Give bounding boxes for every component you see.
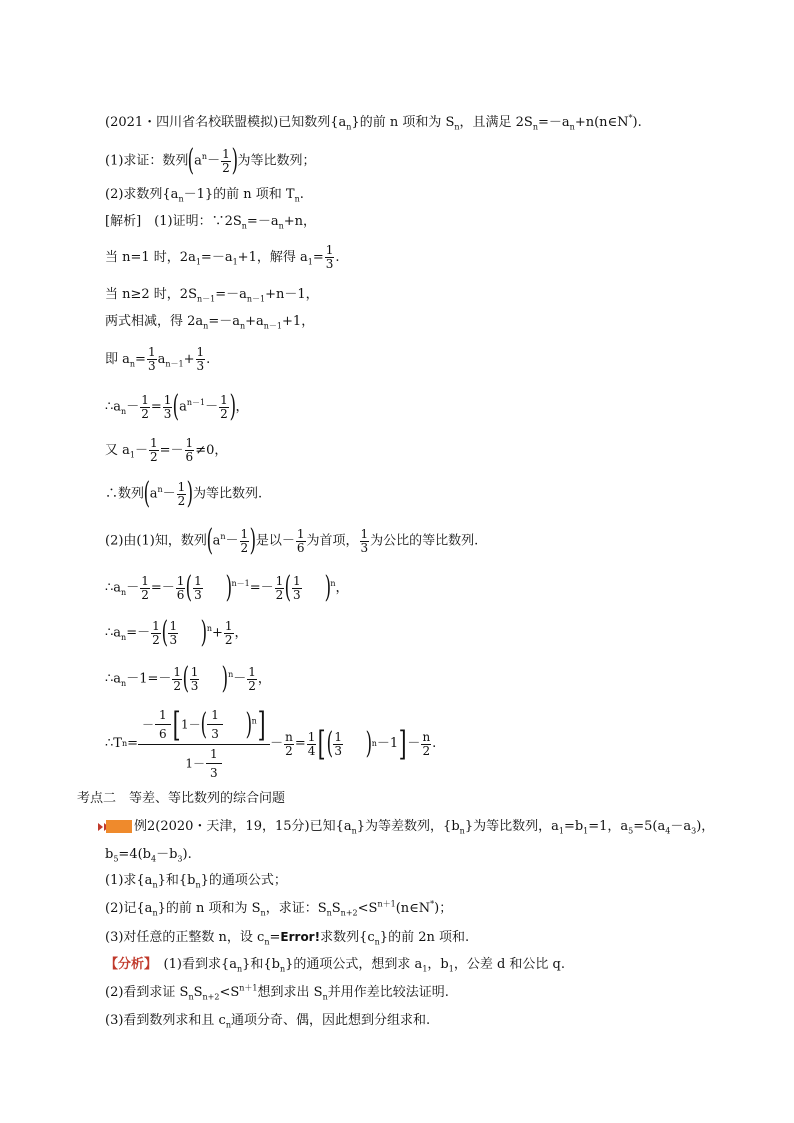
example-2-stem-line-2: $b_5=4(b_4-b_3)$. xyxy=(105,847,192,864)
example-badge xyxy=(106,820,132,833)
solution-line-8: ∴数列($a^n-$ $\frac{1}{2}$ )为等比数列. xyxy=(105,476,263,511)
solution-line-3: 当 n≥2 时，$2S_{n-1}=-a_{n-1}+n-1$， xyxy=(105,287,319,304)
example-2-question-1: (1)求$\{a_n\}$和$\{b_n\}$的通项公式； xyxy=(105,873,287,890)
solution-line-1: [解析] (1)证明：$\because 2S_n=-a_n+n$， xyxy=(105,214,316,231)
analysis-line-2: (2)看到求证 $S_nS_{n+2}<S^{n+1}$想到求出 $S_n$并用作差比较法证明. xyxy=(105,983,449,1002)
example-2-stem: 例2(2020・天津，19，15分)已知$\{a_n\}$为等差数列，$\{b_n\}$为等比数列，$a_1=b_1=1$，$a_5=5(a_4-a_3)$， xyxy=(98,818,714,836)
analysis-line-3: (3)看到数列求和且 $c_n$通项分奇、偶，因此想到分组求和. xyxy=(105,1013,431,1030)
tn-big-fraction: － $\frac{1}{6}$ [1－( $\frac{1}{3}$ )$^n$] 1－ $\frac{1}{3}$ xyxy=(138,708,270,780)
problem-question-1: (1)求证：数列($a^n-$ $\frac{1}{2}$ )为等比数列； xyxy=(105,143,316,178)
solution-part-2-line-5: ∴Tn= － $\frac{1}{6}$ [1－( $\frac{1}{3}$ )$^n$] 1－ $\frac{1}{3}$ － $\frac{n}{2}$ = $\frac{1}{4}$ [( $\frac{1}{3}$ )n－1]－ $\frac{n}{2}$ . xyxy=(105,705,437,780)
solution-part-2-line-4: $\therefore a_n-1=-$ $\frac{1}{2}$ ( $\frac{1}{3}$ )$^n$－ $\frac{1}{2}$ ， xyxy=(105,661,271,696)
section-heading: 考点二 等差、等比数列的综合问题 xyxy=(77,791,286,806)
problem-question-2: (2)求数列$\{a_n-1\}$的前 n 项和 $T_n$. xyxy=(105,187,304,204)
solution-line-5: 即 $a_n=$ $\frac{1}{3}$ $a_{n-1}+$ $\frac{1}{3}$ . xyxy=(105,345,211,373)
solution-line-2: 当 n=1 时，$2a_1=-a_1+1$，解得 $a_1=$ $\frac{1}{3}$ . xyxy=(105,243,340,271)
solution-line-7: 又 $a_1-$ $\frac{1}{2}$ =－ $\frac{1}{6}$ ≠0， xyxy=(105,436,228,464)
solution-line-6: $\therefore a_n-$ $\frac{1}{2}$ = $\frac{1}{3}$ ($a^{n-1}-$ $\frac{1}{2}$ )， xyxy=(105,389,249,424)
solution-line-4: 两式相减，得 $2a_n=-a_n+a_{n-1}+1$， xyxy=(105,314,315,331)
example-2-question-2: (2)记$\{a_n\}$的前 n 项和为 $S_n$，求证：$S_nS_{n+2}<S^{n+1}(n\in N^*)$； xyxy=(105,899,453,918)
example-2-question-3: (3)对任意的正整数 n，设 $c_n=Error$!求数列$\{c_n\}$的前 2n 项和. xyxy=(105,930,470,947)
solution-part-2-line-3: $\therefore a_n=-$ $\frac{1}{2}$ ( $\frac{1}{3}$ )$^n$+ $\frac{1}{2}$ ， xyxy=(105,615,248,650)
error-text: Error! xyxy=(280,930,321,944)
solution-part-2-line-2: $\therefore a_n-$ $\frac{1}{2}$ =－ $\frac{1}{6}$ ( $\frac{1}{3}$ )$^{n-1}$=－ $\frac{1}{2}$ ( $\frac{1}{3}$ )$^n$， xyxy=(105,570,349,605)
problem-stem: (2021・四川省名校联盟模拟)已知数列$\{a_n\}$的前 n 项和为 $S_n$，且满足 $2S_n=-a_n+n(n\in N^*)$. xyxy=(105,113,642,132)
double-arrow-icon xyxy=(98,822,106,832)
analysis-label: 【分析】 xyxy=(105,957,151,972)
analysis-line-1: 【分析】 (1)看到求$\{a_n\}$和$\{b_n\}$的通项公式，想到求 $a_1$，$b_1$，公差 d 和公比 q. xyxy=(105,957,566,974)
solution-label: [解析] xyxy=(105,214,142,229)
solution-part-2-line-1: (2)由(1)知，数列($a^n-$ $\frac{1}{2}$ )是以－ $\frac{1}{6}$ 为首项， $\frac{1}{3}$ 为公比的等比数列. xyxy=(105,523,479,558)
